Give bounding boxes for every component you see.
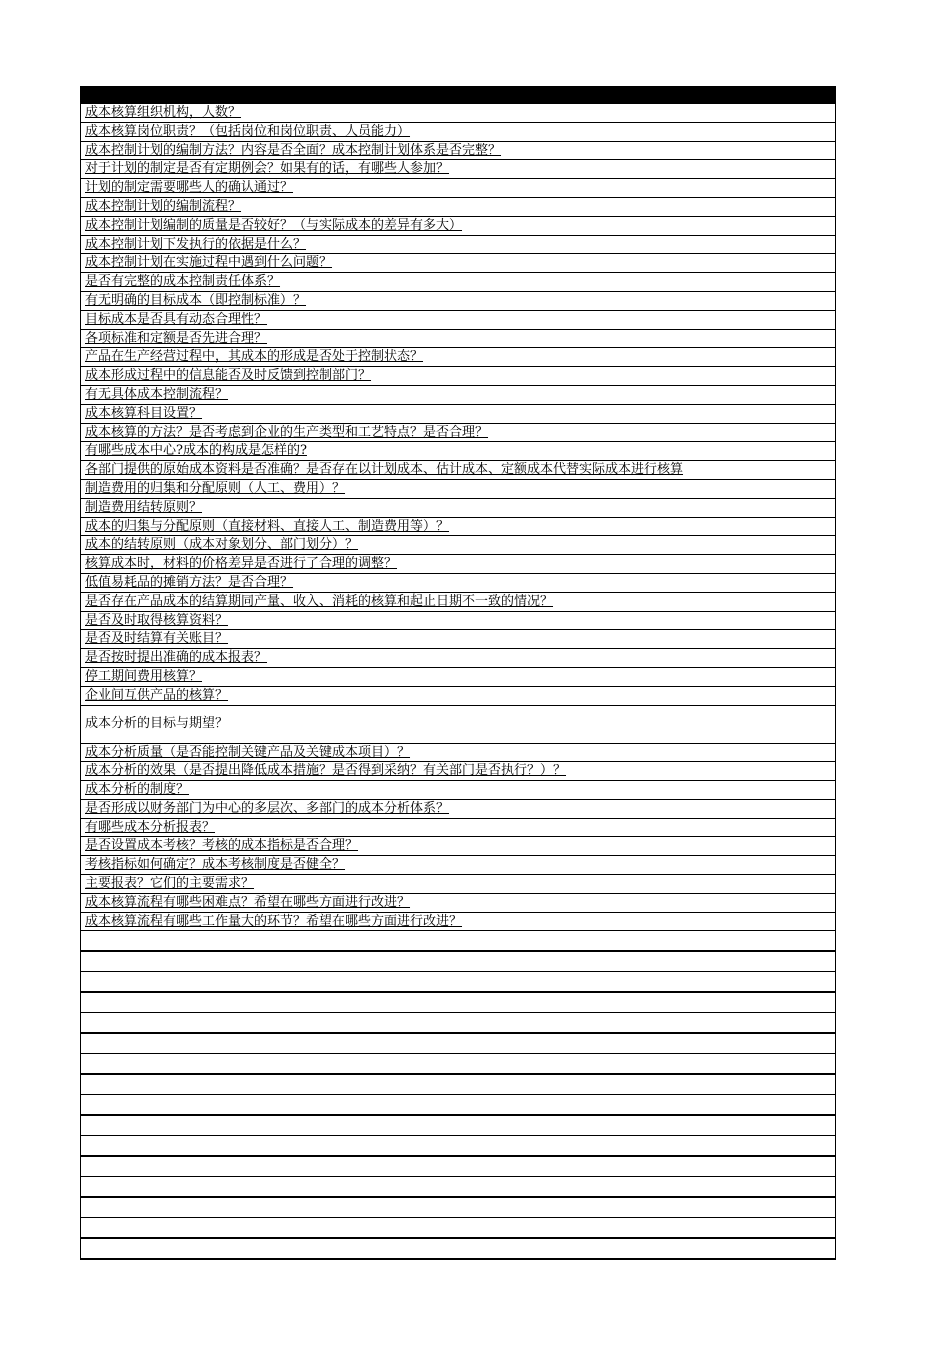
question-row: 是否及时取得核算资料？ (81, 612, 835, 631)
question-row: 有哪些成本中心?成本的构成是怎样的? (81, 442, 835, 461)
question-row: 低值易耗品的摊销方法？是否合理？ (81, 574, 835, 593)
empty-rows (81, 931, 835, 1259)
question-row: 各项标准和定额是否先进合理？ (81, 330, 835, 349)
question-row: 计划的制定需要哪些人的确认通过？ (81, 179, 835, 198)
question-row: 成本分析的制度？ (81, 781, 835, 800)
question-row: 成本控制计划编制的质量是否较好？（与实际成本的差异有多大） (81, 217, 835, 236)
question-row: 成本核算流程有哪些困难点？希望在哪些方面进行改进？ (81, 894, 835, 913)
question-row: 是否及时结算有关账目？ (81, 630, 835, 649)
empty-row (81, 1013, 835, 1034)
question-row: 成本控制计划的编制流程？ (81, 198, 835, 217)
empty-row (81, 931, 835, 952)
question-row: 主要报表？它们的主要需求？ (81, 875, 835, 894)
question-row: 成本分析的效果（是否提出降低成本措施？是否得到采纳？有关部门是否执行？）？ (81, 762, 835, 781)
question-row: 是否有完整的成本控制责任体系？ (81, 273, 835, 292)
question-row: 考核指标如何确定？成本考核制度是否健全？ (81, 856, 835, 875)
question-row: 成本核算的方法？是否考虑到企业的生产类型和工艺特点？是否合理？ (81, 424, 835, 443)
empty-row (81, 1034, 835, 1055)
empty-row (81, 1075, 835, 1096)
empty-row (81, 1218, 835, 1239)
question-row: 产品在生产经营过程中，其成本的形成是否处于控制状态？ (81, 348, 835, 367)
question-row: 核算成本时，材料的价格差异是否进行了合理的调整？ (81, 555, 835, 574)
question-rows (81, 104, 835, 931)
question-row: 企业间互供产品的核算？ (81, 687, 835, 706)
question-row: 成本控制计划下发执行的依据是什么？ (81, 236, 835, 255)
question-row: 是否设置成本考核？考核的成本指标是否合理？ (81, 837, 835, 856)
empty-row (81, 972, 835, 993)
question-row: 制造费用结转原则？ (81, 499, 835, 518)
header-bar (81, 86, 835, 104)
question-row: 目标成本是否具有动态合理性？ (81, 311, 835, 330)
question-row: 成本分析的目标与期望？ (81, 706, 835, 744)
empty-row (81, 1095, 835, 1116)
question-row: 对于计划的制定是否有定期例会？如果有的话，有哪些人参加？ (81, 160, 835, 179)
empty-row (81, 1157, 835, 1178)
empty-row (81, 993, 835, 1014)
empty-row (81, 1198, 835, 1219)
question-row: 各部门提供的原始成本资料是否准确？是否存在以计划成本、估计成本、定额成本代替实际成本进行核算 (81, 461, 835, 480)
question-row: 成本核算岗位职责？（包括岗位和岗位职责、人员能力） (81, 123, 835, 142)
question-row: 成本分析质量（是否能控制关键产品及关键成本项目）？ (81, 744, 835, 763)
question-row: 成本核算科目设置？ (81, 405, 835, 424)
question-row: 停工期间费用核算？ (81, 668, 835, 687)
question-row: 成本的结转原则（成本对象划分、部门划分）？ (81, 536, 835, 555)
question-row: 制造费用的归集和分配原则（人工、费用）？ (81, 480, 835, 499)
question-row: 有哪些成本分析报表？ (81, 819, 835, 838)
question-sheet (80, 86, 836, 1260)
question-row: 有无明确的目标成本（即控制标准）？ (81, 292, 835, 311)
empty-row (81, 952, 835, 973)
question-row: 成本核算组织机构，人数？ (81, 104, 835, 123)
question-row: 成本的归集与分配原则（直接材料、直接人工、制造费用等）？ (81, 518, 835, 537)
question-row: 是否存在产品成本的结算期同产量、收入、消耗的核算和起止日期不一致的情况？ (81, 593, 835, 612)
empty-row (81, 1054, 835, 1075)
empty-row (81, 1116, 835, 1137)
question-row: 是否按时提出准确的成本报表？ (81, 649, 835, 668)
question-row: 成本核算流程有哪些工作量大的环节？希望在哪些方面进行改进？ (81, 913, 835, 932)
question-row: 成本控制计划在实施过程中遇到什么问题？ (81, 254, 835, 273)
empty-row (81, 1239, 835, 1260)
question-row: 有无具体成本控制流程？ (81, 386, 835, 405)
empty-row (81, 1177, 835, 1198)
question-row: 成本形成过程中的信息能否及时反馈到控制部门？ (81, 367, 835, 386)
question-row: 成本控制计划的编制方法？内容是否全面？成本控制计划体系是否完整？ (81, 142, 835, 161)
empty-row (81, 1136, 835, 1157)
question-row: 是否形成以财务部门为中心的多层次、多部门的成本分析体系？ (81, 800, 835, 819)
